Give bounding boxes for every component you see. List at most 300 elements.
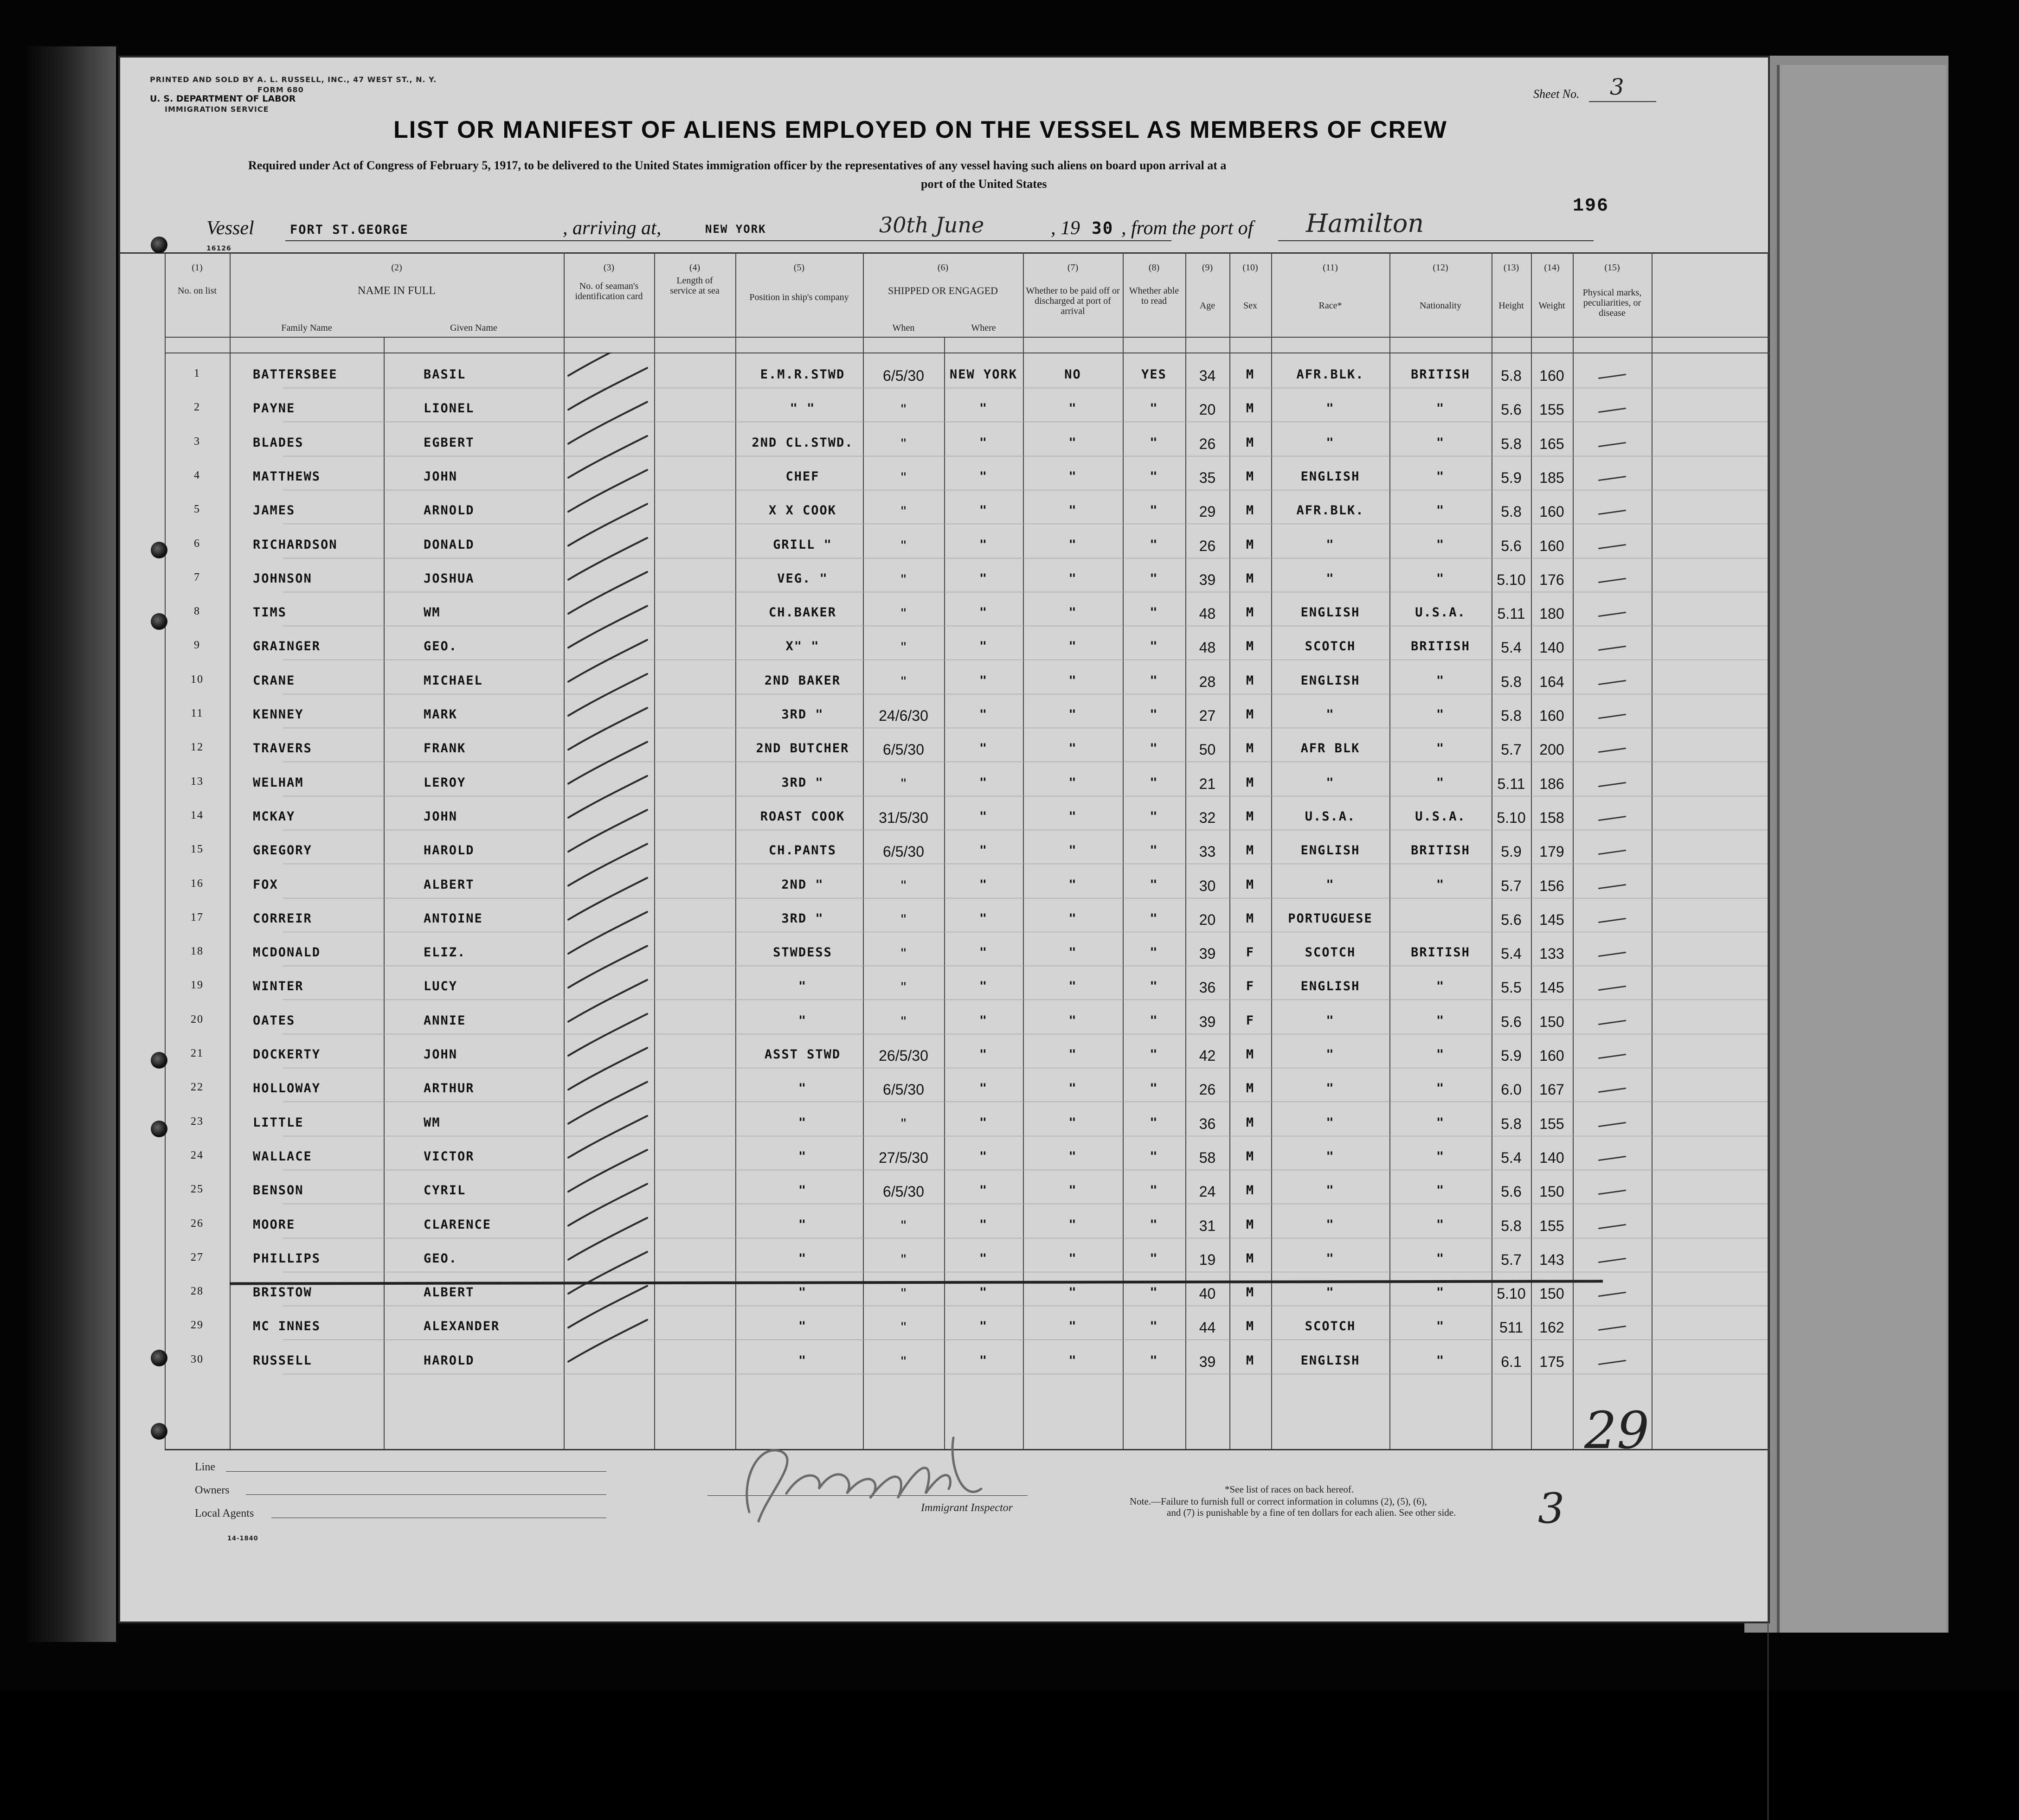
given-name: GEO. — [424, 1251, 458, 1266]
check-mark — [568, 776, 647, 818]
paid-off: " — [1068, 945, 1077, 960]
nationality: " — [1436, 877, 1445, 892]
age: 58 — [1199, 1149, 1216, 1166]
able-to-read: " — [1150, 945, 1158, 960]
sex: M — [1246, 401, 1255, 416]
nationality: BRITISH — [1411, 367, 1470, 382]
weight: 150 — [1539, 1013, 1564, 1030]
shipped-where: " — [979, 1183, 988, 1198]
position: " — [798, 1285, 807, 1300]
physical-marks-dash — [1598, 782, 1626, 787]
weight: 175 — [1539, 1353, 1564, 1370]
weight: 160 — [1539, 503, 1564, 520]
physical-marks-dash — [1598, 1258, 1626, 1263]
given-name: MARK — [424, 707, 458, 722]
age: 26 — [1199, 435, 1216, 452]
sex: M — [1246, 775, 1255, 790]
physical-marks-dash — [1598, 476, 1626, 481]
sex: M — [1246, 1251, 1255, 1266]
position: 3RD " — [781, 707, 824, 722]
physical-marks-dash — [1598, 1292, 1626, 1297]
shipped-when: 24/6/30 — [879, 707, 928, 724]
paid-off: NO — [1064, 367, 1081, 382]
row-number: 30 — [191, 1353, 204, 1365]
col5-number: (5) — [793, 263, 805, 273]
sex: M — [1246, 877, 1255, 892]
able-to-read: " — [1150, 775, 1158, 790]
header-sub-rule — [165, 337, 1770, 338]
physical-marks-dash — [1598, 374, 1626, 379]
family-name: RICHARDSON — [253, 537, 338, 552]
col15-number: (15) — [1604, 263, 1620, 273]
shipped-where-header: Where — [971, 323, 996, 333]
total-count-mark: 29 — [1584, 1401, 1649, 1460]
row-number: 13 — [191, 775, 204, 788]
age: 33 — [1199, 843, 1216, 860]
race: " — [1326, 1013, 1335, 1028]
shipped-where: " — [979, 503, 988, 518]
shipped-where: NEW YORK — [949, 367, 1018, 382]
given-name: JOHN — [424, 469, 458, 484]
shipped-where: " — [979, 469, 988, 484]
age: 39 — [1199, 1353, 1216, 1370]
shipped-when: " — [900, 605, 907, 622]
weight: 167 — [1539, 1081, 1564, 1098]
form-number: FORM 680 — [257, 85, 304, 94]
arrival-date: 30th June — [879, 212, 984, 237]
shipped-where: " — [979, 1251, 988, 1266]
row-number: 26 — [191, 1217, 204, 1230]
position: CH.BAKER — [768, 605, 837, 620]
sex: M — [1246, 707, 1255, 722]
age: 19 — [1199, 1251, 1216, 1268]
position: E.M.R.STWD — [760, 367, 845, 382]
able-to-read: " — [1150, 1183, 1158, 1198]
shipped-where: " — [979, 843, 988, 858]
row-number: 25 — [191, 1183, 204, 1196]
col9-number: (9) — [1202, 263, 1213, 273]
age: 36 — [1199, 979, 1216, 996]
shipped-when: " — [900, 1013, 907, 1030]
position: " — [798, 1013, 807, 1028]
weight: 140 — [1539, 639, 1564, 656]
race: ENGLISH — [1300, 469, 1360, 484]
given-name: ANNIE — [424, 1013, 466, 1028]
paid-off: " — [1068, 1183, 1077, 1198]
paid-off: " — [1068, 639, 1077, 654]
position: " — [798, 1149, 807, 1164]
able-to-read: " — [1150, 1285, 1158, 1300]
position: STWDESS — [773, 945, 832, 960]
form-code: 14-1840 — [227, 1535, 258, 1542]
shipped-where: " — [979, 639, 988, 654]
col2-header: NAME IN FULL — [358, 285, 436, 297]
row-number: 9 — [194, 639, 200, 652]
shipped-where: " — [979, 1047, 988, 1062]
height: 6.1 — [1501, 1353, 1522, 1370]
sex: M — [1246, 639, 1255, 654]
row-number: 8 — [194, 605, 200, 618]
shipped-where: " — [979, 1115, 988, 1130]
age: 39 — [1199, 945, 1216, 962]
line-label: Line — [195, 1461, 215, 1473]
paid-off: " — [1068, 401, 1077, 416]
punch-hole — [151, 1052, 167, 1069]
sex: M — [1246, 1217, 1255, 1232]
race: SCOTCH — [1305, 945, 1356, 960]
able-to-read: " — [1150, 571, 1158, 586]
paid-off: " — [1068, 741, 1077, 756]
check-mark — [568, 402, 647, 444]
sex: M — [1246, 673, 1255, 688]
shipped-where: " — [979, 605, 988, 620]
paid-off: " — [1068, 707, 1077, 722]
height: 5.8 — [1501, 367, 1522, 384]
arriving-label: , arriving at, — [563, 218, 662, 239]
arrival-date-line — [865, 240, 1171, 241]
weight: 176 — [1539, 571, 1564, 588]
position: " — [798, 1081, 807, 1096]
subtitle-line-1: Required under Act of Congress of February 5, 1917, to be delivered to the United States immigration officer by the representatives of any vessel having such aliens on board upon arrival at a — [248, 159, 1227, 172]
paid-off: " — [1068, 809, 1077, 824]
nationality: " — [1436, 503, 1445, 518]
position: 3RD " — [781, 911, 824, 926]
family-name: BLADES — [253, 435, 304, 450]
check-mark — [568, 946, 647, 987]
age: 20 — [1199, 401, 1216, 418]
race: " — [1326, 435, 1335, 450]
row-number: 27 — [191, 1251, 204, 1263]
shipped-when: " — [900, 945, 907, 962]
paid-off: " — [1068, 571, 1077, 586]
race: " — [1326, 707, 1335, 722]
weight: 162 — [1539, 1319, 1564, 1336]
family-name: BATTERSBEE — [253, 367, 338, 382]
row-rule — [283, 1339, 1768, 1340]
position: VEG. " — [777, 571, 828, 586]
weight: 155 — [1539, 401, 1564, 418]
sex: M — [1246, 809, 1255, 824]
height-header: Height — [1498, 301, 1524, 311]
weight: 164 — [1539, 673, 1564, 690]
family-name-header: Family Name — [281, 323, 332, 333]
position: 2ND BUTCHER — [756, 741, 849, 756]
check-mark — [568, 1320, 647, 1362]
shipped-when: " — [900, 571, 907, 588]
race: PORTUGUESE — [1288, 911, 1373, 926]
family-name: BRISTOW — [253, 1285, 312, 1300]
check-mark — [568, 470, 647, 512]
given-name: CLARENCE — [424, 1217, 492, 1232]
row-number: 28 — [191, 1285, 204, 1298]
weight: 150 — [1539, 1183, 1564, 1200]
vessel-name: FORT ST.GEORGE — [290, 223, 409, 237]
row-27-strikethrough — [230, 1280, 1603, 1285]
family-name: RUSSELL — [253, 1353, 312, 1368]
shipped-when: 6/5/30 — [883, 367, 924, 384]
nationality: " — [1436, 1047, 1445, 1062]
given-name: ARNOLD — [424, 503, 475, 518]
family-name: OATES — [253, 1013, 296, 1028]
nationality: " — [1436, 1183, 1445, 1198]
race: ENGLISH — [1300, 979, 1360, 994]
weight: 155 — [1539, 1217, 1564, 1234]
given-name: WM — [424, 1115, 441, 1130]
height: 5.4 — [1501, 945, 1522, 962]
shipped-when: " — [900, 1115, 907, 1132]
col12-number: (12) — [1433, 263, 1448, 273]
weight: 150 — [1539, 1285, 1564, 1302]
punch-hole — [151, 613, 167, 630]
paid-off: " — [1068, 775, 1077, 790]
age: 32 — [1199, 809, 1216, 826]
check-mark — [568, 1082, 647, 1124]
given-name: LUCY — [424, 979, 458, 994]
check-mark — [568, 436, 647, 478]
given-name: GEO. — [424, 639, 458, 654]
physical-marks-dash — [1598, 1054, 1626, 1059]
given-name: JOSHUA — [424, 571, 475, 586]
shipped-when: " — [900, 401, 907, 418]
position: " — [798, 1217, 807, 1232]
shipped-when: 6/5/30 — [883, 741, 924, 758]
shipped-when: " — [900, 775, 907, 792]
shipped-when: " — [900, 537, 907, 554]
sex: M — [1246, 435, 1255, 450]
age: 42 — [1199, 1047, 1216, 1064]
shipped-when: " — [900, 1251, 907, 1268]
nationality: " — [1436, 571, 1445, 586]
family-name: LITTLE — [253, 1115, 304, 1130]
age: 27 — [1199, 707, 1216, 724]
margin-number: 16126 — [206, 245, 231, 252]
printer-note: PRINTED AND SOLD BY A. L. RUSSELL, INC., 47 WEST ST., N. Y. — [150, 75, 437, 84]
inspector-signature — [731, 1410, 1028, 1549]
shipped-when: " — [900, 503, 907, 520]
paid-off: " — [1068, 1285, 1077, 1300]
given-name: CYRIL — [424, 1183, 466, 1198]
nationality: " — [1436, 1013, 1445, 1028]
shipped-when: " — [900, 639, 907, 656]
department-label: U. S. DEPARTMENT OF LABOR — [150, 94, 296, 104]
position: " — [798, 979, 807, 994]
physical-marks-dash — [1598, 884, 1626, 889]
service-label: IMMIGRATION SERVICE — [165, 105, 269, 114]
height: 5.6 — [1501, 1013, 1522, 1030]
check-mark — [568, 1252, 647, 1294]
physical-marks-dash — [1598, 850, 1626, 855]
given-name: JOHN — [424, 1047, 458, 1062]
age: 30 — [1199, 877, 1216, 894]
nationality: " — [1436, 401, 1445, 416]
age: 29 — [1199, 503, 1216, 520]
col4-number: (4) — [689, 263, 701, 273]
shipped-when: 26/5/30 — [879, 1047, 928, 1064]
physical-marks-dash — [1598, 816, 1626, 821]
physical-marks-dash — [1598, 1156, 1626, 1161]
sex: M — [1246, 1081, 1255, 1096]
height: 511 — [1499, 1319, 1523, 1336]
paid-off: " — [1068, 673, 1077, 688]
sex: M — [1246, 469, 1255, 484]
weight: 179 — [1539, 843, 1564, 860]
physical-marks-dash — [1598, 544, 1626, 549]
age: 39 — [1199, 1013, 1216, 1030]
sex: M — [1246, 571, 1255, 586]
given-name: MICHAEL — [424, 673, 483, 688]
nationality: " — [1436, 673, 1445, 688]
check-mark — [568, 1048, 647, 1089]
underlying-page — [1777, 65, 1947, 1633]
race: " — [1326, 1115, 1335, 1130]
shipped-when: 6/5/30 — [883, 1183, 924, 1200]
col13-number: (13) — [1503, 263, 1519, 273]
height: 5.4 — [1501, 1149, 1522, 1166]
family-name: JAMES — [253, 503, 296, 518]
nationality: " — [1436, 979, 1445, 994]
row-number: 21 — [191, 1047, 204, 1059]
given-name: ELIZ. — [424, 945, 466, 960]
physical-marks-dash — [1598, 1088, 1626, 1093]
height: 5.6 — [1501, 537, 1522, 554]
race: AFR.BLK. — [1296, 367, 1364, 382]
sex: M — [1246, 605, 1255, 620]
row-number: 19 — [191, 979, 204, 992]
nationality: " — [1436, 1251, 1445, 1266]
family-name: MC INNES — [253, 1319, 321, 1334]
sheet-underline — [1589, 101, 1656, 102]
sex: M — [1246, 1285, 1255, 1300]
shipped-when: " — [900, 469, 907, 486]
physical-marks-dash — [1598, 986, 1626, 991]
position: " — [798, 1251, 807, 1266]
weight: 158 — [1539, 809, 1564, 826]
shipped-when: " — [900, 435, 907, 452]
paid-off: " — [1068, 877, 1077, 892]
sex: M — [1246, 741, 1255, 756]
age: 28 — [1199, 673, 1216, 690]
able-to-read: " — [1150, 843, 1158, 858]
nationality: BRITISH — [1411, 843, 1470, 858]
sex: F — [1246, 979, 1255, 994]
able-to-read: " — [1150, 673, 1158, 688]
weight: 186 — [1539, 775, 1564, 792]
height: 5.10 — [1497, 1285, 1526, 1302]
weight: 145 — [1539, 979, 1564, 996]
col5-header: Position in ship's company — [749, 292, 849, 302]
family-name: MCDONALD — [253, 945, 321, 960]
family-name: FOX — [253, 877, 278, 892]
given-name: DONALD — [424, 537, 475, 552]
shipped-where: " — [979, 809, 988, 824]
paid-off: " — [1068, 1319, 1077, 1334]
given-name: BASIL — [424, 367, 466, 382]
family-name: TIMS — [253, 605, 287, 620]
sheet-number: 3 — [1610, 74, 1624, 100]
shipped-where: " — [979, 401, 988, 416]
height: 5.8 — [1501, 707, 1522, 724]
physical-marks-dash — [1598, 1020, 1626, 1025]
position: ASST STWD — [764, 1047, 841, 1062]
nationality: " — [1436, 741, 1445, 756]
race: " — [1326, 775, 1335, 790]
given-name: ALBERT — [424, 877, 475, 892]
age: 36 — [1199, 1115, 1216, 1132]
able-to-read: " — [1150, 1081, 1158, 1096]
position: 3RD " — [781, 775, 824, 790]
weight: 160 — [1539, 1047, 1564, 1064]
col6-header: SHIPPED OR ENGAGED — [887, 285, 998, 296]
paid-off: " — [1068, 503, 1077, 518]
able-to-read: " — [1150, 605, 1158, 620]
shipped-where: " — [979, 435, 988, 450]
paid-off: " — [1068, 979, 1077, 994]
punch-hole — [151, 1350, 167, 1366]
race: SCOTCH — [1305, 639, 1356, 654]
given-name: VICTOR — [424, 1149, 475, 1164]
manifest-title: LIST OR MANIFEST OF ALIENS EMPLOYED ON THE VESSEL AS MEMBERS OF CREW — [393, 116, 1447, 143]
shipped-when: " — [900, 877, 907, 894]
line-underline — [226, 1471, 606, 1472]
given-name: HAROLD — [424, 843, 475, 858]
col2-number: (2) — [391, 263, 402, 273]
shipped-when: 27/5/30 — [879, 1149, 928, 1166]
shipped-where: " — [979, 707, 988, 722]
family-name: PHILLIPS — [253, 1251, 321, 1266]
height: 5.9 — [1501, 1047, 1522, 1064]
race: " — [1326, 537, 1335, 552]
age: 39 — [1199, 571, 1216, 588]
race: AFR.BLK. — [1296, 503, 1364, 518]
race: " — [1326, 877, 1335, 892]
punch-hole — [151, 542, 167, 558]
race: ENGLISH — [1300, 1353, 1360, 1368]
row-number: 5 — [194, 503, 200, 516]
paid-off: " — [1068, 1251, 1077, 1266]
height: 5.5 — [1501, 979, 1522, 996]
col11-number: (11) — [1323, 263, 1338, 273]
able-to-read: " — [1150, 741, 1158, 756]
weight: 160 — [1539, 537, 1564, 554]
col14-number: (14) — [1544, 263, 1560, 273]
height: 5.8 — [1501, 503, 1522, 520]
shipped-where: " — [979, 1013, 988, 1028]
page-mark: 3 — [1538, 1484, 1565, 1533]
family-name: JOHNSON — [253, 571, 312, 586]
sex: M — [1246, 1149, 1255, 1164]
race: U.S.A. — [1305, 809, 1356, 824]
physical-marks-dash — [1598, 1326, 1626, 1331]
race: " — [1326, 1081, 1335, 1096]
family-name: TRAVERS — [253, 741, 312, 756]
age: 24 — [1199, 1183, 1216, 1200]
position: " — [798, 1183, 807, 1198]
weight: 200 — [1539, 741, 1564, 758]
race: " — [1326, 1183, 1335, 1198]
inspector-label: Immigrant Inspector — [921, 1502, 1013, 1514]
position: X" " — [785, 639, 820, 654]
shipped-where: " — [979, 1149, 988, 1164]
family-name: WALLACE — [253, 1149, 312, 1164]
scan-edge-left — [28, 46, 116, 1642]
able-to-read: " — [1150, 435, 1158, 450]
position: 2ND CL.STWD. — [752, 435, 854, 450]
shipped-where: " — [979, 877, 988, 892]
weight: 180 — [1539, 605, 1564, 622]
given-name: JOHN — [424, 809, 458, 824]
family-name: MCKAY — [253, 809, 296, 824]
family-name: GREGORY — [253, 843, 312, 858]
